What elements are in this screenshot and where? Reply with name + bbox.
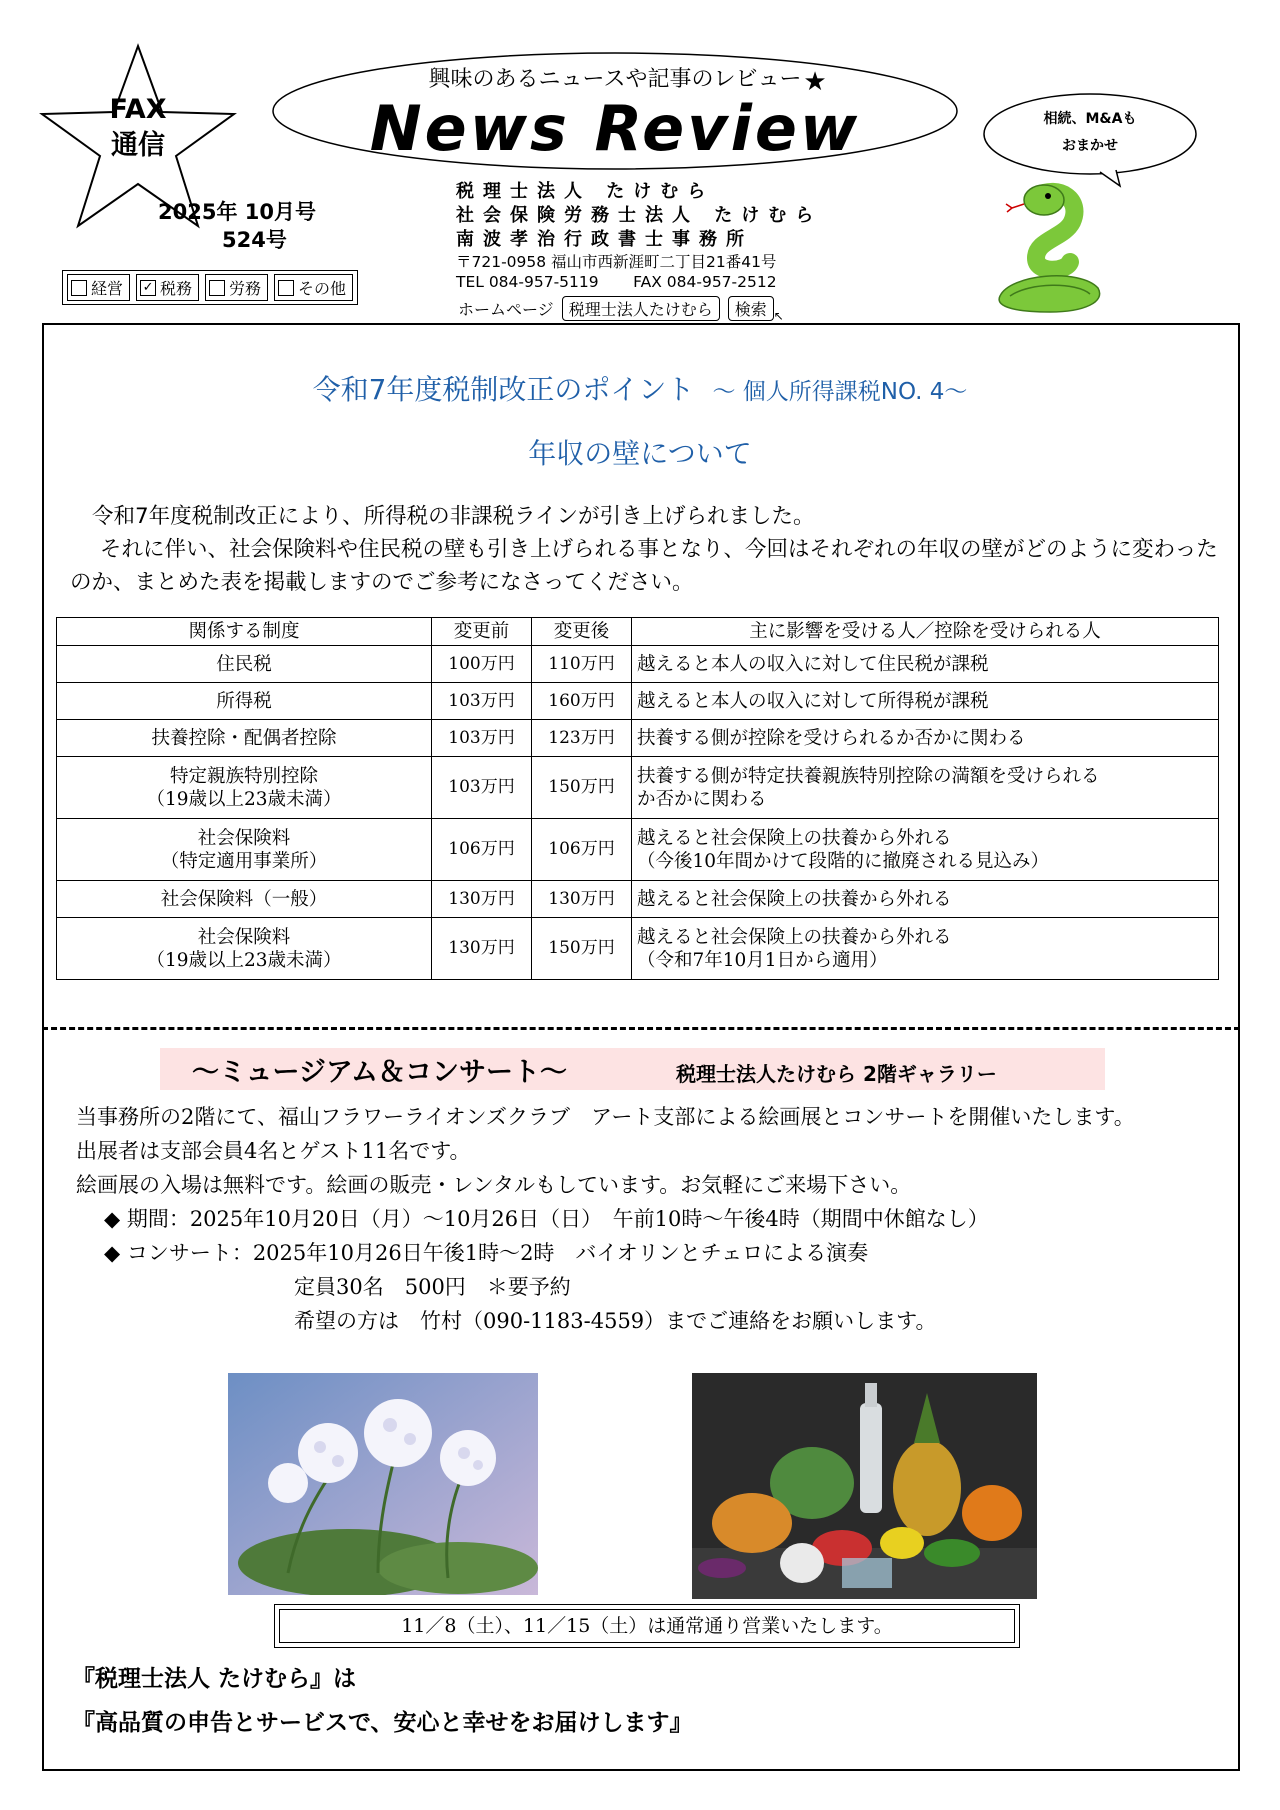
firm-names: 税理士法人 たけむら 社会保険労務士法人 たけむら 南波孝治行政書士事務所 — [456, 181, 823, 250]
fax: FAX 084-957-2512 — [633, 273, 777, 291]
museum-capacity: 定員30名 500円 ＊要予約 — [294, 1275, 571, 1299]
search-button[interactable]: 検索 — [728, 296, 774, 321]
table-row: 社会保険料 （特定適用事業所） 106万円 106万円 越えると社会保険上の扶養から外れる （今後10年間かけて段階的に撤廃される見込み） — [57, 819, 1219, 881]
tax-section-title: 令和7年度税制改正のポイント ～ 個人所得課税NO. 4～ — [312, 373, 968, 406]
table-row: 所得税 103万円 160万円 越えると本人の収入に対して所得税が課税 — [57, 683, 1219, 720]
tel: TEL 084-957-5119 — [456, 273, 599, 291]
category-keiei: 経営 — [67, 274, 130, 301]
snake-mascot-icon — [990, 178, 1110, 318]
cursor-arrow-icon: ↖ — [773, 309, 784, 323]
homepage-search-term: 税理士法人たけむら — [562, 296, 720, 321]
checkbox-checked-icon: ✓ — [140, 280, 156, 296]
homepage-row — [458, 293, 784, 323]
homepage-label: ホームページ — [458, 299, 554, 319]
table-row: 社会保険料 （19歳以上23歳未満） 130万円 150万円 越えると社会保険上の扶養から外れる （令和7年10月1日から適用） — [57, 918, 1219, 980]
slogan-line2: 『高品質の申告とサービスで、安心と幸せをお届けします』 — [72, 1710, 693, 1736]
firm-contact — [456, 252, 777, 292]
section-divider — [42, 1027, 1240, 1030]
fax-badge-text: FAX 通信 — [109, 94, 167, 161]
flower-painting-image — [228, 1373, 538, 1595]
table-row: 社会保険料（一般） 130万円 130万円 越えると社会保険上の扶養から外れる — [57, 881, 1219, 918]
business-notice-text: 11／8（土）、11／15（土）は通常通り営業いたします。 — [279, 1609, 1015, 1643]
checkbox-icon — [209, 280, 225, 296]
slogan-line1: 『税理士法人 たけむら』は — [72, 1666, 357, 1692]
address: 〒721-0958 福山市西新涯町二丁目21番41号 — [456, 253, 777, 271]
tax-section-subtitle: 年収の壁について — [528, 437, 752, 470]
newsletter-title: News Review — [369, 92, 861, 165]
museum-contact: 希望の方は 竹村（090-1183-4559）までご連絡をお願いします。 — [294, 1309, 937, 1333]
museum-title: ～ミュージアム＆コンサート～ — [192, 1057, 568, 1088]
checkbox-icon — [71, 280, 87, 296]
business-notice-box — [274, 1604, 1020, 1648]
issue-number: 524号 — [222, 228, 287, 252]
checkbox-icon — [278, 280, 294, 296]
category-other: その他 — [274, 274, 353, 301]
table-row: 特定親族特別控除 （19歳以上23歳未満） 103万円 150万円 扶養する側が特定扶養親族特別控除の満額を受けられる か否かに関わる — [57, 757, 1219, 819]
issue-date: 2025年 10月号 — [158, 200, 316, 224]
museum-body: 当事務所の2階にて、福山フラワーライオンズクラブ アート支部による絵画展とコンサートを開催いたします。 出展者は支部会員4名とゲスト11名です。 絵画展の入場は無料です。絵画の販売・レンタルもしています。お気軽にご来場下さい。 ◆ 期間：2025年10月20日（月）～10月26日（日） 午前10時～午後4時（期間中休館なし） ◆ コンサート：2025年10月26日午後1時～2時 バイオリンとチェロによる演奏 定員30名 500円 ＊要予約 希望の方は 竹村（090-1183-4559）までご連絡をお願いします。 — [76, 1100, 1236, 1338]
category-roumu: 労務 — [205, 274, 268, 301]
newsletter-subtitle: 興味のあるニュースや記事のレビュー — [428, 67, 802, 92]
table-row: 住民税 100万円 110万円 越えると本人の収入に対して住民税が課税 — [57, 646, 1219, 683]
museum-location: 税理士法人たけむら 2階ギャラリー — [676, 1062, 997, 1086]
income-wall-table — [56, 617, 1219, 980]
tax-intro: 令和7年度税制改正により、所得税の非課税ラインが引き上げられました。 それに伴い、社会保険料や住民税の壁も引き上げられる事となり、今回はそれぞれの年収の壁がどのように変わったのか、まとめた表を掲載しますのでご参考になさってください。 — [70, 504, 1218, 595]
still-life-painting-image — [692, 1373, 1037, 1599]
category-checkboxes — [62, 270, 358, 305]
museum-concert: ◆ コンサート：2025年10月26日午後1時～2時 バイオリンとチェロによる演奏 — [104, 1241, 869, 1265]
svg-text:★: ★ — [803, 67, 827, 97]
category-zeimu: ✓ 税務 — [136, 274, 199, 301]
table-header-row: 関係する制度 変更前 変更後 主に影響を受ける人／控除を受けられる人 — [57, 618, 1219, 646]
bubble-text: 相続、M&Aも おまかせ — [1043, 111, 1137, 154]
museum-period: ◆ 期間：2025年10月20日（月）～10月26日（日） 午前10時～午後4時（期間中休館なし） — [104, 1207, 989, 1231]
table-row: 扶養控除・配偶者控除 103万円 123万円 扶養する側が控除を受けられるか否かに関わる — [57, 720, 1219, 757]
